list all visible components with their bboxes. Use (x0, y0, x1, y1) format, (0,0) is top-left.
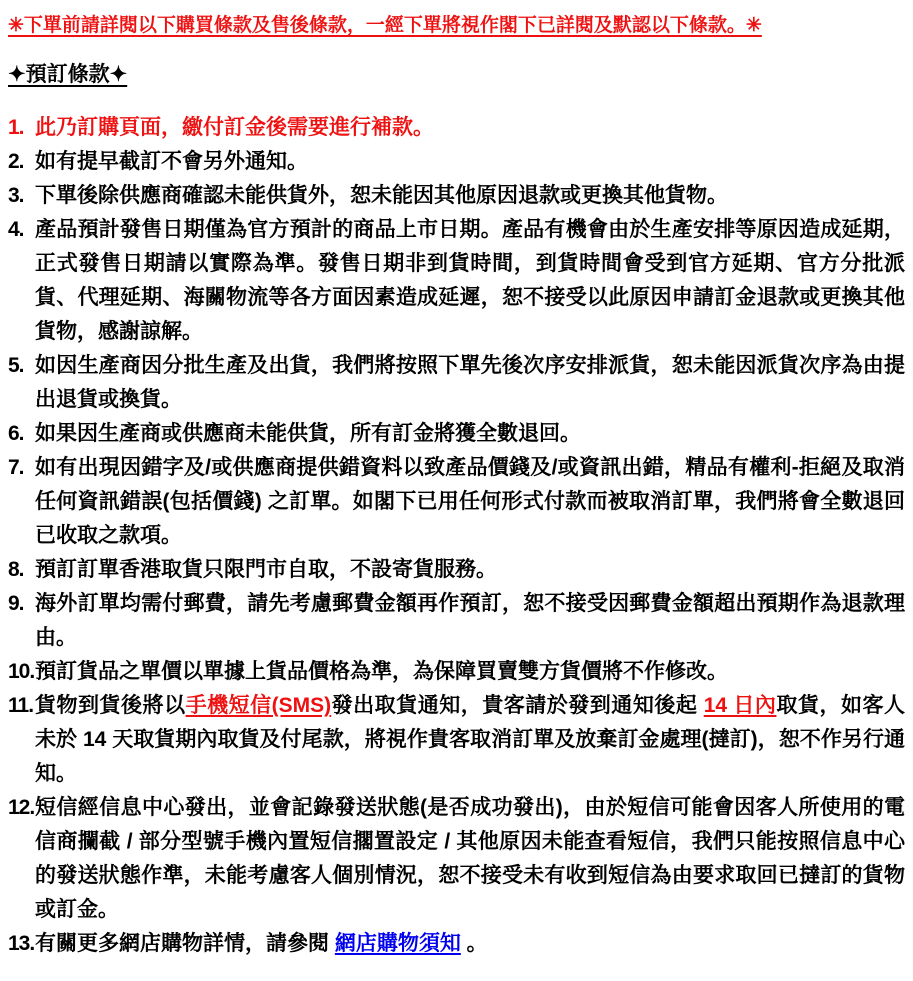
term-number: 7. (8, 456, 24, 479)
term-item (8, 111, 905, 145)
term-item (8, 145, 905, 179)
term-text-body (35, 796, 905, 921)
term-item (8, 349, 905, 417)
term-text-body (35, 150, 308, 173)
highlighted-term-text: 14 日內 (703, 694, 777, 717)
term-item (8, 451, 905, 553)
term-text-body (35, 660, 728, 683)
term-text-body (35, 422, 581, 445)
term-text-body (35, 694, 905, 785)
term-item (8, 213, 905, 349)
term-text: 短信經信息中心發出，並會記錄發送狀態(是否成功發出)，由於短信可能會因客人所使用的電信商攔截 / 部分型號手機內置短信擱置設定 / 其他原因未能查看短信，我們只能按照信息中心的發送狀態作準，未能考慮客人個別情況，恕不接受未有收到短信為由要求取回已撻訂的貨物或訂金。 (35, 796, 905, 921)
term-number: 12. (8, 796, 35, 819)
terms-list (8, 111, 905, 961)
term-text-body (35, 558, 497, 581)
term-number: 8. (8, 558, 24, 581)
term-text: 預訂訂單香港取貨只限門市自取，不設寄貨服務。 (35, 558, 497, 581)
term-number: 13. (8, 932, 35, 955)
term-number: 10. (8, 660, 35, 683)
term-text: 預訂貨品之單價以單據上貨品價格為準，為保障買賣雙方貨價將不作修改。 (35, 660, 728, 683)
term-text: 有關更多網店購物詳情，請參閱 (35, 932, 335, 955)
term-text: 如因生產商因分批生產及出貨，我們將按照下單先後次序安排派貨，恕未能因派貨次序為由提出退貨或換貨。 (35, 354, 905, 411)
term-item (8, 179, 905, 213)
term-number: 5. (8, 354, 24, 377)
term-text-body (35, 592, 905, 649)
term-text: 如有出現因錯字及/或供應商提供錯資料以致產品價錢及/或資訊出錯，精品有權利-拒絕及取消任何資訊錯誤(包括價錢) 之訂單。如閣下已用任何形式付款而被取消訂單，我們將會全數退回已收取之款項。 (35, 456, 905, 547)
term-text-body (35, 184, 728, 207)
section-title: ✦預訂條款✦ (8, 63, 128, 86)
purchase-notice-banner: ✳下單前請詳閱以下購買條款及售後條款，一經下單將視作閣下已詳閱及默認以下條款。✳ (8, 15, 762, 36)
term-text: 取貨，如客人未於 14 天取貨期內取貨及付尾款，將視作貴客取消訂單及放棄訂金處理(撻訂)，恕不作另行通知。 (35, 694, 905, 785)
term-number: 1. (8, 116, 24, 139)
term-text: 如果因生產商或供應商未能供貨，所有訂金將獲全數退回。 (35, 422, 581, 445)
highlighted-term-text: 手機短信(SMS) (185, 694, 332, 717)
term-number: 4. (8, 218, 24, 241)
term-text: 貨物到貨後將以 (35, 694, 186, 717)
term-text: 下單後除供應商確認未能供貨外，恕未能因其他原因退款或更換其他貨物。 (35, 184, 728, 207)
term-number: 3. (8, 184, 24, 207)
term-item (8, 587, 905, 655)
term-text: 海外訂單均需付郵費，請先考慮郵費金額再作預訂，恕不接受因郵費金額超出預期作為退款理由。 (35, 592, 905, 649)
term-text: 。 (460, 932, 488, 955)
term-text-body (35, 218, 905, 343)
term-number: 6. (8, 422, 24, 445)
term-item (8, 553, 905, 587)
term-number: 2. (8, 150, 24, 173)
term-text: 產品預計發售日期僅為官方預計的商品上市日期。產品有機會由於生產安排等原因造成延期，正式發售日期請以實際為準。發售日期非到貨時間，到貨時間會受到官方延期、官方分批派貨、代理延期、海關物流等各方面因素造成延遲，恕不接受以此原因申請訂金退款或更換其他貨物，感謝諒解。 (35, 218, 905, 343)
term-item (8, 927, 905, 961)
term-text: 如有提早截訂不會另外通知。 (35, 150, 308, 173)
shop-guide-link[interactable]: 網店購物須知 (334, 932, 461, 955)
term-item (8, 689, 905, 791)
term-item (8, 791, 905, 927)
term-text-body (35, 354, 905, 411)
term-text-body (35, 932, 488, 955)
term-number: 9. (8, 592, 24, 615)
term-item (8, 417, 905, 451)
term-number: 11. (8, 694, 34, 717)
term-item (8, 655, 905, 689)
term-text-body (35, 116, 434, 139)
term-text-body (35, 456, 905, 547)
term-text: 發出取貨通知，貴客請於發到通知後起 (331, 694, 704, 717)
term-text: 此乃訂購頁面，繳付訂金後需要進行補款。 (35, 116, 434, 139)
